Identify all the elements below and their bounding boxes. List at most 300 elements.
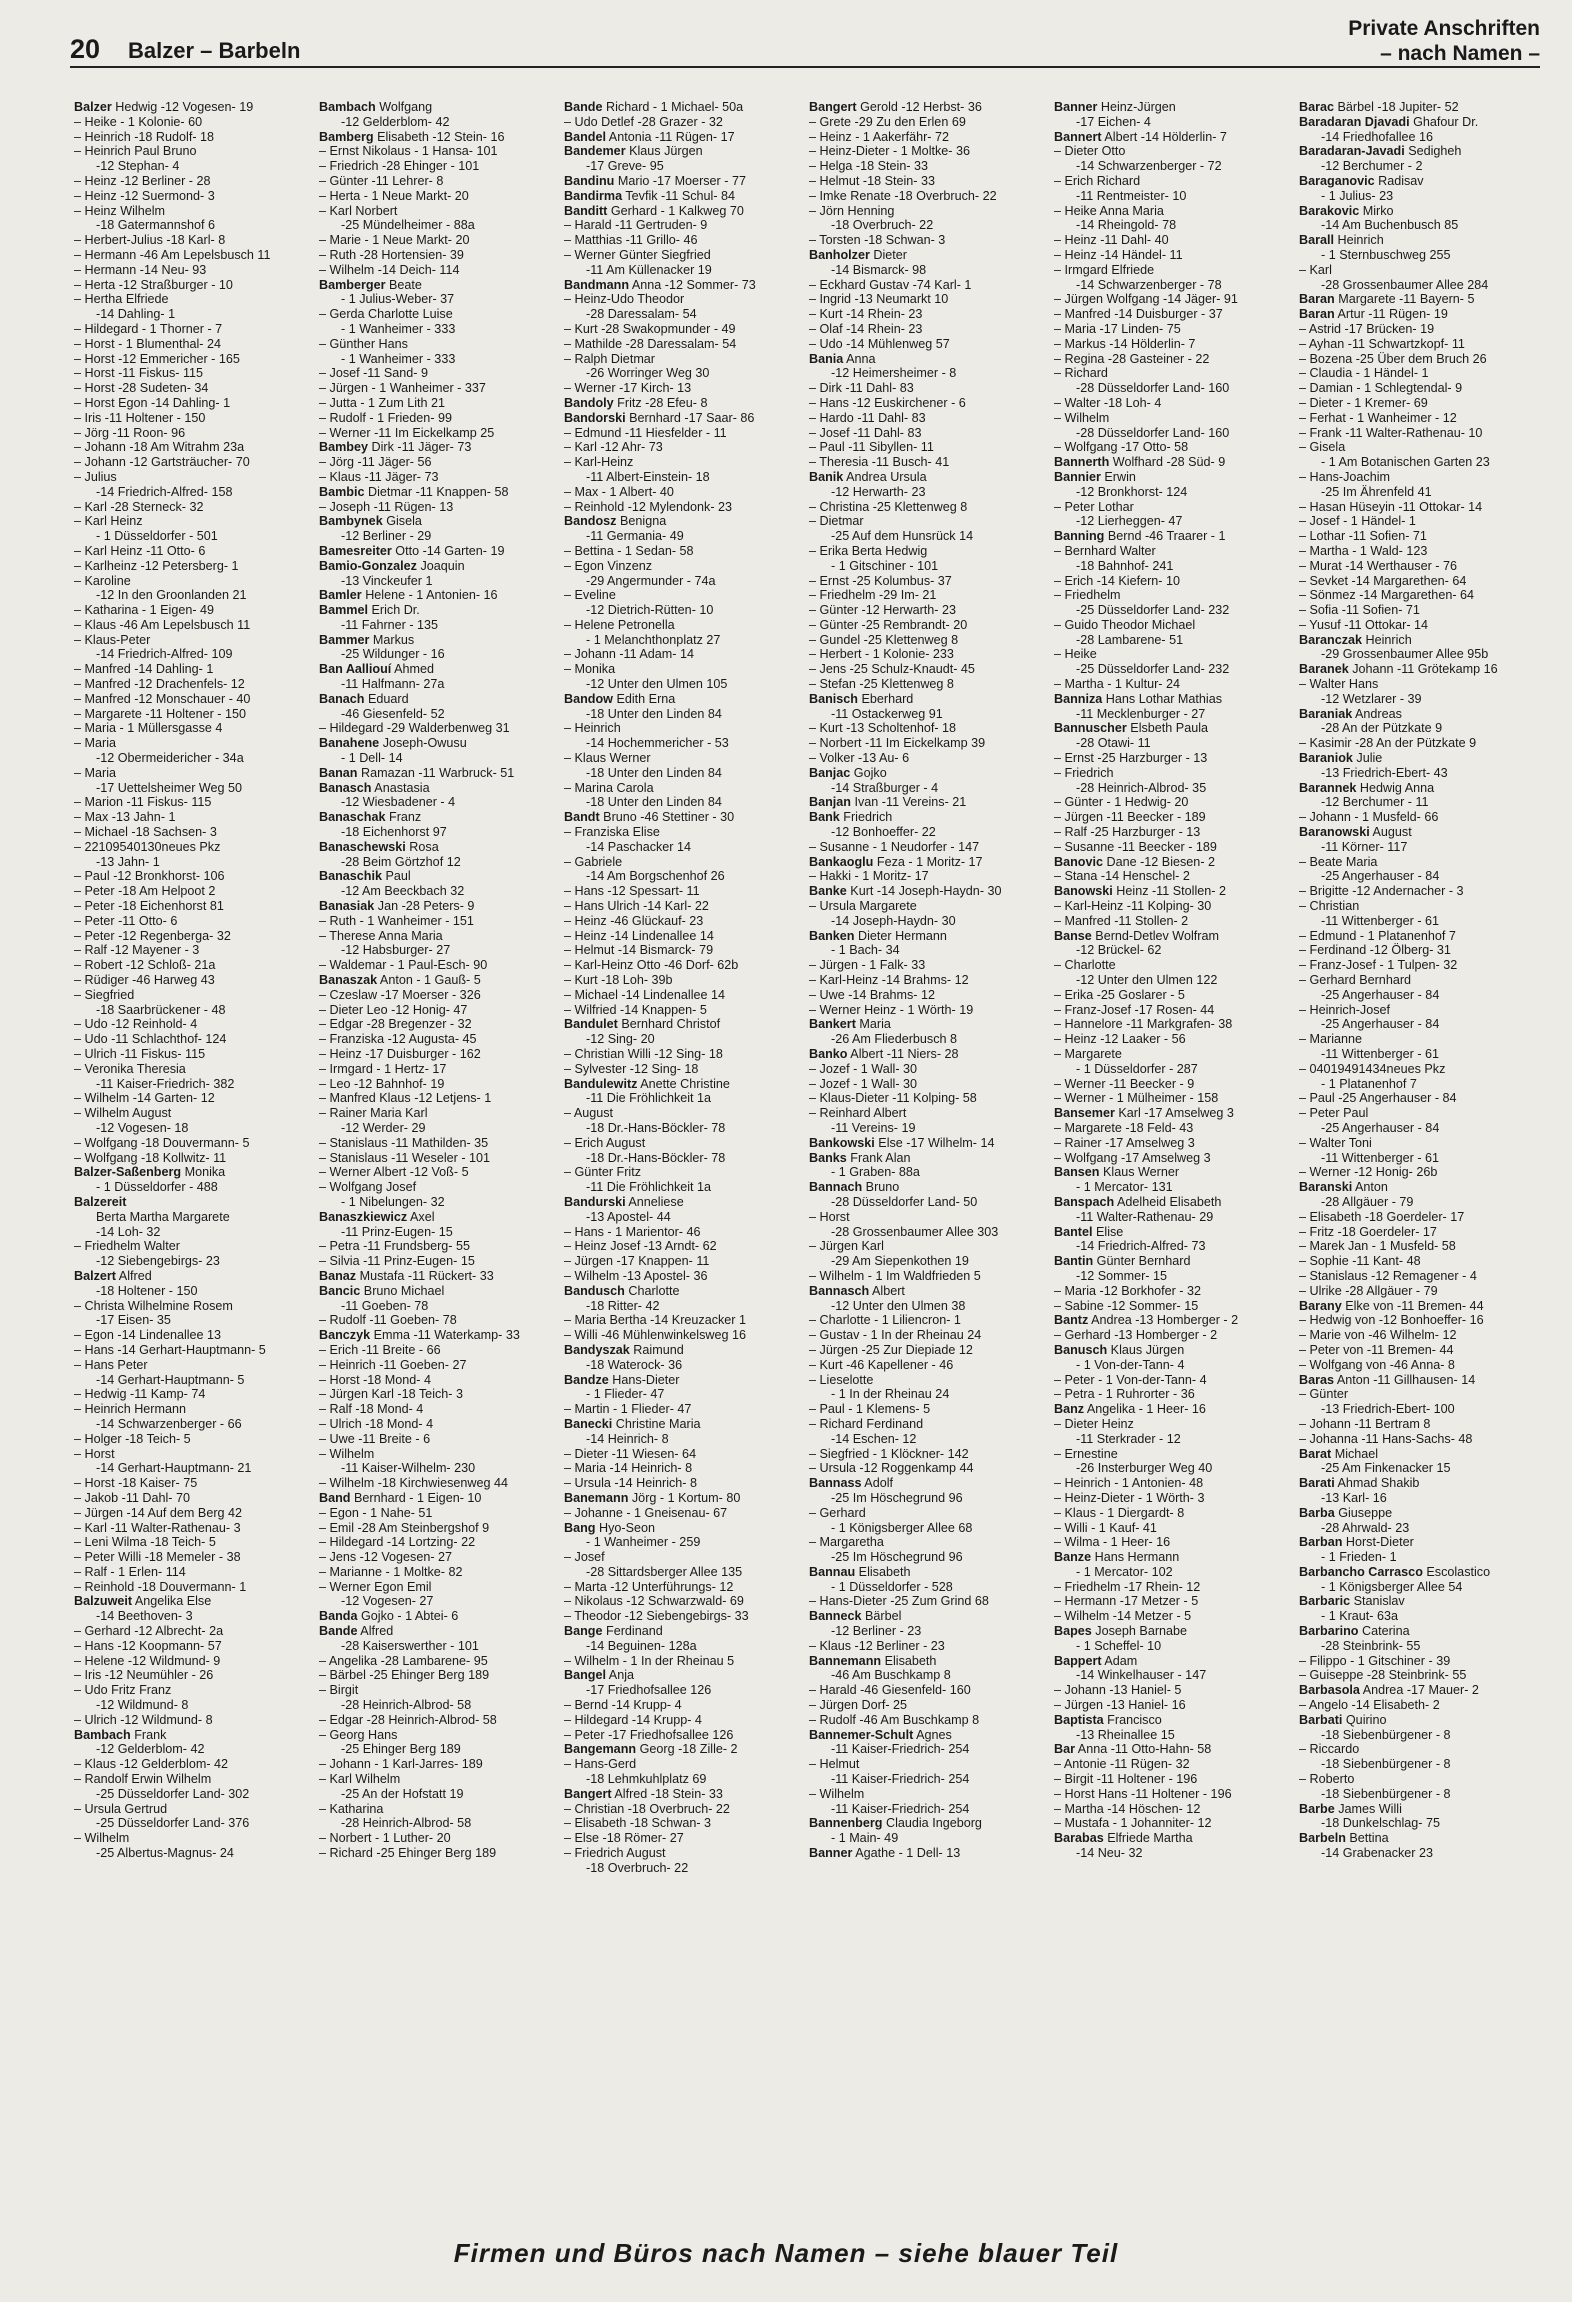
- directory-entry: – Karoline: [74, 574, 317, 589]
- directory-entry: Banko Albert -11 Niers- 28: [809, 1047, 959, 1061]
- directory-entry: – Horst: [809, 1210, 1052, 1225]
- directory-entry: – Damian - 1 Schlegtendal- 9: [1299, 381, 1542, 396]
- entry-surname: Bansemer: [1054, 1106, 1115, 1121]
- directory-entry: – Reinhold -18 Douvermann- 1: [74, 1580, 317, 1595]
- directory-entry: – Hans -14 Gerhart-Hauptmann- 5: [74, 1343, 317, 1358]
- directory-entry: – Karl-Heinz -11 Kolping- 30: [1054, 899, 1297, 914]
- directory-entry: Banz Angelika - 1 Heer- 16: [1054, 1402, 1206, 1417]
- directory-entry: Banusch Klaus Jürgen: [1054, 1342, 1185, 1357]
- directory-entry: – Günter -12 Herwarth- 23: [809, 603, 1052, 618]
- directory-entry: Banspach Adelheid Elisabeth: [1054, 1194, 1222, 1209]
- directory-entry: – Klaus -46 Am Lepelsbusch 11: [74, 618, 317, 633]
- entry-surname: Bande: [564, 100, 603, 114]
- directory-entry: – Karl: [1299, 263, 1542, 278]
- directory-entry: – Johann - 1 Karl-Jarres- 189: [319, 1757, 562, 1772]
- directory-entry: Bandurski Anneliese: [564, 1194, 684, 1209]
- directory-entry: – Horst -11 Fiskus- 115: [74, 366, 317, 381]
- directory-entry: -25 Mündelheimer - 88a: [341, 218, 475, 233]
- directory-entry: – Wilhelm -14 Metzer - 5: [1054, 1609, 1297, 1624]
- directory-entry: Banda Gojko - 1 Abtei- 6: [319, 1609, 459, 1624]
- entry-surname: Barban: [1299, 1535, 1343, 1550]
- directory-entry: -28 Otawi- 11: [1076, 736, 1151, 751]
- entry-surname: Barati: [1299, 1476, 1335, 1491]
- directory-entry: – Erika -25 Goslarer - 5: [1054, 988, 1297, 1003]
- directory-entry: – Iris -12 Neumühler - 26: [74, 1668, 317, 1683]
- directory-entry: – Horst: [74, 1447, 317, 1462]
- directory-entry: Banning Bernd -46 Traarer - 1: [1054, 529, 1226, 544]
- entry-surname: Banse: [1054, 928, 1092, 943]
- directory-entry: Balzuweit Angelika Else: [74, 1594, 212, 1609]
- directory-entry: Bamberger Beate: [319, 277, 422, 292]
- directory-column-4: [809, 100, 1052, 2220]
- directory-entry: -14 Gerhart-Hauptmann- 21: [96, 1461, 252, 1476]
- directory-entry: – Gerhard: [809, 1506, 1052, 1521]
- entry-surname: Barbasola: [1299, 1683, 1360, 1698]
- directory-entry: – Heinz -14 Lindenallee 14: [564, 929, 807, 944]
- directory-entry: - 1 Wanheimer - 259: [586, 1535, 701, 1550]
- entry-surname: Baranski: [1299, 1180, 1353, 1195]
- directory-entry: – Sofia -11 Sofien- 71: [1299, 603, 1542, 618]
- directory-entry: – Olaf -14 Rhein- 23: [809, 322, 1052, 337]
- directory-entry: – Marina Carola: [564, 781, 807, 796]
- directory-entry: – Karl -11 Walter-Rathenau- 3: [74, 1521, 317, 1536]
- directory-entry: – Heinz -46 Glückauf- 23: [564, 914, 807, 929]
- directory-entry: - 1 Sternbuschweg 255: [1321, 247, 1451, 262]
- directory-entry: – Ruth -28 Hortensien- 39: [319, 248, 562, 263]
- directory-entry: -28 Daressalam- 54: [586, 307, 697, 322]
- directory-entry: – Günter Fritz: [564, 1165, 807, 1180]
- entry-surname: Banken: [809, 928, 855, 943]
- directory-entry: – Martha -14 Höschen- 12: [1054, 1802, 1297, 1817]
- directory-entry: – Heinrich: [564, 721, 807, 736]
- directory-entry: – Karl-Heinz -14 Brahms- 12: [809, 973, 1052, 988]
- directory-entry: Bang Hyo-Seon: [564, 1520, 655, 1535]
- directory-entry: Banovic Dane -12 Biesen- 2: [1054, 854, 1216, 869]
- directory-entry: – Ernst -25 Kolumbus- 37: [809, 574, 1052, 589]
- directory-entry: – Bettina - 1 Sedan- 58: [564, 544, 807, 559]
- directory-entry: – Franziska -12 Augusta- 45: [319, 1032, 562, 1047]
- directory-entry: – Marta -12 Unterführungs- 12: [564, 1580, 807, 1595]
- directory-entry: – Heinz-Udo Theodor: [564, 292, 807, 307]
- directory-entry: – Manfred Klaus -12 Letjens- 1: [319, 1091, 562, 1106]
- entry-surname: Bange: [564, 1624, 603, 1639]
- directory-entry: – Ernst -25 Harzburger - 13: [1054, 751, 1297, 766]
- directory-entry: -11 Prinz-Eugen- 15: [341, 1224, 453, 1239]
- directory-entry: – Ulrich -11 Fiskus- 115: [74, 1047, 317, 1062]
- directory-entry: – Jürgen Karl: [809, 1239, 1052, 1254]
- directory-entry: – Klaus - 1 Diergardt- 8: [1054, 1506, 1297, 1521]
- entry-surname: Bandmann: [564, 277, 630, 292]
- entry-surname: Baranek: [1299, 662, 1349, 677]
- directory-entry: – Hans -12 Spessart- 11: [564, 884, 807, 899]
- directory-entry: – Maria -17 Linden- 75: [1054, 322, 1297, 337]
- page-title: Balzer – Barbeln: [128, 38, 301, 63]
- directory-entry: -12 Bronkhorst- 124: [1076, 484, 1188, 499]
- directory-entry: – Regina -28 Gasteiner - 22: [1054, 352, 1297, 367]
- directory-entry: – Jürgen Dorf- 25: [809, 1698, 1052, 1713]
- directory-entry: – Marie - 1 Neue Markt- 20: [319, 233, 562, 248]
- entry-surname: Banz: [1054, 1402, 1085, 1417]
- directory-entry: – Günter: [1299, 1387, 1542, 1402]
- directory-entry: -18 Lehmkuhlplatz 69: [586, 1772, 707, 1787]
- directory-entry: -25 Am Finkenacker 15: [1321, 1461, 1451, 1476]
- directory-entry: – Waldemar - 1 Paul-Esch- 90: [319, 958, 562, 973]
- directory-entry: – Maria Bertha -14 Kreuzacker 1: [564, 1313, 807, 1328]
- directory-entry: – Hildegard -14 Lortzing- 22: [319, 1535, 562, 1550]
- directory-entry: – Maria - 1 Müllersgasse 4: [74, 721, 317, 736]
- directory-entry: -28 Grossenbaumer Allee 284: [1321, 277, 1489, 292]
- directory-entry: – Heinz -12 Suermond- 3: [74, 189, 317, 204]
- directory-entry: Banaschak Franz: [319, 810, 422, 825]
- directory-entry: Barall Heinrich: [1299, 233, 1384, 248]
- directory-entry: -12 Berchumer - 2: [1321, 159, 1423, 174]
- directory-entry: – Franziska Elise: [564, 825, 807, 840]
- entry-surname: Bambach: [319, 100, 376, 114]
- entry-surname: Banspach: [1054, 1194, 1115, 1209]
- directory-entry: – Wolfgang -17 Otto- 58: [1054, 440, 1297, 455]
- directory-entry: Barat Michael: [1299, 1446, 1379, 1461]
- entry-surname: Bande: [319, 1624, 358, 1639]
- directory-entry: – Martha - 1 Wald- 123: [1299, 544, 1542, 559]
- directory-entry: – Friedhelm: [1054, 588, 1297, 603]
- entry-surname: Bambey: [319, 440, 368, 455]
- entry-surname: Bangemann: [564, 1742, 637, 1757]
- directory-entry: – Jürgen - 1 Wanheimer - 337: [319, 381, 562, 396]
- directory-entry: – Max -13 Jahn- 1: [74, 810, 317, 825]
- directory-entry: Barbarino Caterina: [1299, 1624, 1410, 1639]
- directory-entry: -12 Vogesen- 27: [341, 1594, 434, 1609]
- header-rule: [70, 66, 1540, 68]
- directory-entry: -46 Giesenfeld- 52: [341, 706, 445, 721]
- directory-entry: -28 Düsseldorfer Land- 160: [1076, 381, 1230, 396]
- directory-entry: – Bernhard Walter: [1054, 544, 1297, 559]
- directory-entry: -14 Am Buchenbusch 85: [1321, 218, 1459, 233]
- directory-entry: – Monika: [564, 662, 807, 677]
- directory-entry: -28 Steinbrink- 55: [1321, 1638, 1421, 1653]
- entry-surname: Bambach: [74, 1727, 131, 1742]
- directory-entry: Bandulewitz Anette Christine: [564, 1076, 730, 1091]
- directory-entry: -14 Straßburger - 4: [831, 780, 939, 795]
- directory-entry: -28 Kaiserswerther - 101: [341, 1638, 479, 1653]
- directory-entry: Barba Giuseppe: [1299, 1505, 1393, 1520]
- directory-entry: -14 Loh- 32: [96, 1224, 161, 1239]
- directory-entry: – Rainer -17 Amselweg 3: [1054, 1136, 1297, 1151]
- directory-entry: – Heinrich Paul Bruno: [74, 144, 317, 159]
- directory-entry: -25 Im Ährenfeld 41: [1321, 484, 1432, 499]
- directory-entry: – Werner Heinz - 1 Wörth- 19: [809, 1003, 1052, 1018]
- directory-entry: – Heinz Wilhelm: [74, 204, 317, 219]
- entry-surname: Banusch: [1054, 1342, 1108, 1357]
- directory-entry: Bantel Elise: [1054, 1224, 1124, 1239]
- directory-entry: – Heinz -17 Duisburger - 162: [319, 1047, 562, 1062]
- directory-entry: – Wolfgang -17 Amselweg 3: [1054, 1151, 1297, 1166]
- entry-surname: Bamberg: [319, 129, 374, 144]
- directory-entry: -11 Vereins- 19: [831, 1120, 916, 1135]
- entry-surname: Bamler: [319, 588, 362, 603]
- directory-entry: -12 Unter den Ulmen 38: [831, 1298, 966, 1313]
- directory-entry: – Walter Toni: [1299, 1136, 1542, 1151]
- directory-entry: – Peter Paul: [1299, 1106, 1542, 1121]
- directory-entry: – Stefan -25 Klettenweg 8: [809, 677, 1052, 692]
- directory-entry: Bancic Bruno Michael: [319, 1283, 445, 1298]
- directory-entry: – Sabine -12 Sommer- 15: [1054, 1299, 1297, 1314]
- directory-entry: Bandulet Bernhard Christof: [564, 1017, 721, 1032]
- entry-surname: Bantin: [1054, 1254, 1094, 1269]
- directory-entry: Banik Andrea Ursula: [809, 469, 927, 484]
- directory-entry: – Horst -18 Kaiser- 75: [74, 1476, 317, 1491]
- entry-surname: Banczyk: [319, 1328, 371, 1343]
- directory-entry: – Dieter Leo -12 Honig- 47: [319, 1003, 562, 1018]
- directory-entry: – Peter -18 Am Helpoot 2: [74, 884, 317, 899]
- directory-entry: – Claudia - 1 Händel- 1: [1299, 366, 1542, 381]
- entry-surname: Banaschewski: [319, 839, 406, 854]
- directory-entry: – Fritz -18 Goerdeler- 17: [1299, 1225, 1542, 1240]
- directory-entry: Banczyk Emma -11 Waterkamp- 33: [319, 1328, 520, 1343]
- directory-entry: -14 Joseph-Haydn- 30: [831, 913, 956, 928]
- directory-entry: -17 Eichen- 4: [1076, 114, 1151, 129]
- directory-entry: – Theodor -12 Siebengebirgs- 33: [564, 1609, 807, 1624]
- directory-entry: – Paul -12 Bronkhorst- 106: [74, 869, 317, 884]
- entry-surname: Bandurski: [564, 1194, 626, 1209]
- directory-entry: Bangel Anja: [564, 1668, 635, 1683]
- entry-surname: Barbe: [1299, 1801, 1335, 1816]
- directory-entry: – Margarete -18 Feld- 43: [1054, 1121, 1297, 1136]
- directory-entry: Bambey Dirk -11 Jäger- 73: [319, 440, 472, 455]
- directory-entry: – Eveline: [564, 588, 807, 603]
- directory-entry: -12 Obermeidericher - 34a: [96, 751, 244, 766]
- directory-entry: – Wilhelm - 1 In der Rheinau 5: [564, 1654, 807, 1669]
- directory-entry: - 1 Wanheimer - 333: [341, 321, 456, 336]
- directory-entry: – Hedwig von -12 Bonhoeffer- 16: [1299, 1313, 1542, 1328]
- directory-entry: – Günter -11 Lehrer- 8: [319, 174, 562, 189]
- directory-entry: – Maria -14 Heinrich- 8: [564, 1461, 807, 1476]
- directory-entry: – Jutta - 1 Zum Lith 21: [319, 396, 562, 411]
- directory-entry: – Gundel -25 Klettenweg 8: [809, 633, 1052, 648]
- entry-surname: Baradaran Djavadi: [1299, 114, 1410, 129]
- directory-entry: – Manfred -12 Monschauer - 40: [74, 692, 317, 707]
- directory-entry: -11 Sterkrader - 12: [1076, 1431, 1181, 1446]
- directory-entry: – Horst - 1 Blumenthal- 24: [74, 337, 317, 352]
- entry-surname: Bannemer-Schult: [809, 1727, 914, 1742]
- directory-entry: -29 Angermunder - 74a: [586, 573, 716, 588]
- directory-entry: – Imke Renate -18 Overbruch- 22: [809, 189, 1052, 204]
- entry-surname: Baraniak: [1299, 706, 1353, 721]
- directory-entry: – Wolfgang Josef: [319, 1180, 562, 1195]
- directory-entry: -12 In den Groonlanden 21: [96, 588, 247, 603]
- directory-entry: -11 Kaiser-Wilhelm- 230: [341, 1461, 476, 1476]
- directory-entry: Bandel Antonia -11 Rügen- 17: [564, 129, 735, 144]
- directory-entry: – Klaus-Dieter -11 Kolping- 58: [809, 1091, 1052, 1106]
- directory-entry: – Christian Willi -12 Sing- 18: [564, 1047, 807, 1062]
- directory-entry: -18 Siebenbürgener - 8: [1321, 1757, 1451, 1772]
- entry-surname: Banovic: [1054, 854, 1103, 869]
- directory-entry: – Peter - 1 Von-der-Tann- 4: [1054, 1373, 1297, 1388]
- directory-entry: Bank Friedrich: [809, 810, 893, 825]
- directory-entry: -14 Schwarzenberger - 72: [1076, 159, 1222, 174]
- directory-entry: – Peter Lothar: [1054, 500, 1297, 515]
- directory-entry: – Ferdinand -12 Ölberg- 31: [1299, 943, 1542, 958]
- directory-entry: Bantz Andrea -13 Homberger - 2: [1054, 1313, 1239, 1328]
- entry-surname: Bamio-Gonzalez: [319, 558, 417, 573]
- directory-entry: – Ayhan -11 Schwartzkopf- 11: [1299, 337, 1542, 352]
- directory-entry: -14 Beguinen- 128a: [586, 1638, 697, 1653]
- entry-surname: Banneck: [809, 1609, 862, 1624]
- directory-entry: Barakovic Mirko: [1299, 203, 1394, 218]
- directory-entry: – Friedrich August: [564, 1846, 807, 1861]
- directory-entry: - 1 Julius-Weber- 37: [341, 292, 455, 307]
- entry-surname: Bapes: [1054, 1624, 1092, 1639]
- directory-entry: – Dieter - 1 Kremer- 69: [1299, 396, 1542, 411]
- directory-entry: Baranczak Heinrich: [1299, 632, 1412, 647]
- directory-entry: Banasiak Jan -28 Peters- 9: [319, 899, 475, 914]
- directory-entry: -13 Karl- 16: [1321, 1490, 1387, 1505]
- directory-entry: Banaschewski Rosa: [319, 839, 439, 854]
- directory-entry: -14 Grabenacker 23: [1321, 1846, 1434, 1861]
- directory-entry: - 1 Königsberger Allee 68: [831, 1520, 973, 1535]
- directory-entry: Banaszak Anton - 1 Gauß- 5: [319, 973, 481, 988]
- directory-entry: – Paul - 1 Klemens- 5: [809, 1402, 1052, 1417]
- directory-entry: -11 Kaiser-Friedrich- 254: [831, 1772, 970, 1787]
- directory-entry: – Michael -18 Sachsen- 3: [74, 825, 317, 840]
- entry-surname: Barbancho Carrasco: [1299, 1564, 1423, 1579]
- entry-surname: Banaz: [319, 1268, 357, 1283]
- entry-surname: Banholzer: [809, 247, 870, 262]
- directory-entry: – Charlotte - 1 Liliencron- 1: [809, 1313, 1052, 1328]
- directory-entry: – Volker -13 Au- 6: [809, 751, 1052, 766]
- directory-entry: – Robert -12 Schloß- 21a: [74, 958, 317, 973]
- directory-entry: -11 Germania- 49: [586, 529, 684, 544]
- entry-surname: Balzer-Saßenberg: [74, 1165, 182, 1180]
- directory-entry: – Heinrich-Josef: [1299, 1003, 1542, 1018]
- directory-entry: -18 Siebenbürgener - 8: [1321, 1727, 1451, 1742]
- entry-surname: Balzer: [74, 100, 112, 114]
- directory-entry: – Klaus Werner: [564, 751, 807, 766]
- directory-entry: -13 Friedrich-Ebert- 100: [1321, 1402, 1455, 1417]
- entry-surname: Baptista: [1054, 1712, 1104, 1727]
- directory-entry: – Edgar -28 Bregenzer - 32: [319, 1017, 562, 1032]
- directory-entry: Baran Margarete -11 Bayern- 5: [1299, 292, 1475, 307]
- directory-entry: – Jürgen Wolfgang -14 Jäger- 91: [1054, 292, 1297, 307]
- entry-surname: Bangert: [809, 100, 857, 114]
- directory-entry: - 1 Gitschiner - 101: [831, 558, 939, 573]
- directory-entry: – Filippo - 1 Gitschiner - 39: [1299, 1654, 1542, 1669]
- entry-surname: Bannuscher: [1054, 721, 1127, 736]
- directory-entry: Bambach Frank: [74, 1727, 167, 1742]
- directory-entry: - 1 Bach- 34: [831, 943, 900, 958]
- directory-entry: – Reinhard Albert: [809, 1106, 1052, 1121]
- directory-entry: – Angelo -14 Elisabeth- 2: [1299, 1698, 1542, 1713]
- entry-surname: Barac: [1299, 100, 1335, 114]
- directory-entry: -12 Wildmund- 8: [96, 1698, 189, 1713]
- directory-entry: Bange Ferdinand: [564, 1624, 663, 1639]
- directory-entry: – Udo -14 Mühlenweg 57: [809, 337, 1052, 352]
- entry-surname: Bar: [1054, 1742, 1075, 1757]
- directory-entry: – Else -18 Römer- 27: [564, 1831, 807, 1846]
- directory-entry: – Wilhelm: [809, 1787, 1052, 1802]
- directory-entry: – Maria: [74, 736, 317, 751]
- directory-entry: -14 Winkelhauser - 147: [1076, 1668, 1207, 1683]
- directory-entry: Banniza Hans Lothar Mathias: [1054, 691, 1222, 706]
- directory-entry: – Josef - 1 Händel- 1: [1299, 514, 1542, 529]
- directory-entry: – Max - 1 Albert- 40: [564, 485, 807, 500]
- directory-entry: Barac Bärbel -18 Jupiter- 52: [1299, 100, 1459, 114]
- directory-entry: – Bärbel -25 Ehinger Berg 189: [319, 1668, 562, 1683]
- directory-entry: -14 Eschen- 12: [831, 1431, 917, 1446]
- entry-surname: Barakovic: [1299, 203, 1360, 218]
- directory-entry: – Ernst Nikolaus - 1 Hansa- 101: [319, 144, 562, 159]
- entry-surname: Barany: [1299, 1298, 1342, 1313]
- directory-entry: – Hakki - 1 Moritz- 17: [809, 869, 1052, 884]
- directory-entry: Banner Agathe - 1 Dell- 13: [809, 1846, 961, 1861]
- directory-entry: - 1 Düsseldorfer - 501: [96, 529, 218, 544]
- directory-entry: -12 Wetzlarer - 39: [1321, 691, 1422, 706]
- entry-surname: Barbati: [1299, 1712, 1343, 1727]
- directory-entry: -25 Auf dem Hunsrück 14: [831, 529, 974, 544]
- directory-entry: -12 Siebengebirgs- 23: [96, 1254, 220, 1269]
- directory-entry: Baraniok Julie: [1299, 751, 1383, 766]
- directory-entry: – Rudolf - 1 Frieden- 99: [319, 411, 562, 426]
- directory-entry: -12 Vogesen- 18: [96, 1120, 189, 1135]
- entry-surname: Bappert: [1054, 1653, 1102, 1668]
- directory-entry: -18 Eichenhorst 97: [341, 825, 447, 840]
- directory-entry: – Susanne -11 Beecker - 189: [1054, 840, 1297, 855]
- directory-entry: -14 Heinrich- 8: [586, 1431, 669, 1446]
- directory-entry: – Dieter Otto: [1054, 144, 1297, 159]
- directory-entry: -25 Düsseldorfer Land- 302: [96, 1786, 250, 1801]
- directory-entry: – Grete -29 Zu den Erlen 69: [809, 115, 1052, 130]
- directory-entry: Bamio-Gonzalez Joaquin: [319, 558, 465, 573]
- entry-surname: Bannenberg: [809, 1816, 883, 1831]
- directory-entry: – Ursula Gertrud: [74, 1802, 317, 1817]
- entry-surname: Bannier: [1054, 469, 1101, 484]
- directory-entry: -25 Angerhauser - 84: [1321, 869, 1440, 884]
- entry-surname: Bamesreiter: [319, 543, 392, 558]
- directory-entry: – Stana -14 Henschel- 2: [1054, 869, 1297, 884]
- directory-entry: Bambynek Gisela: [319, 514, 422, 529]
- entry-surname: Barbarino: [1299, 1624, 1359, 1639]
- directory-entry: – Johann - 1 Musfeld- 66: [1299, 810, 1542, 825]
- directory-entry: -11 Kaiser-Friedrich- 254: [831, 1801, 970, 1816]
- directory-entry: – Mathilde -28 Daressalam- 54: [564, 337, 807, 352]
- entry-surname: Baran: [1299, 292, 1335, 307]
- entry-surname: Banning: [1054, 529, 1105, 544]
- directory-entry: Banemann Jörg - 1 Kortum- 80: [564, 1490, 741, 1505]
- directory-entry: -25 Im Höschegrund 96: [831, 1550, 963, 1565]
- directory-entry: – Rüdiger -46 Harweg 43: [74, 973, 317, 988]
- directory-entry: -14 Friedrich-Alfred- 73: [1076, 1239, 1206, 1254]
- directory-entry: Bannasch Albert: [809, 1283, 905, 1298]
- directory-entry: – Ralf -18 Mond- 4: [319, 1402, 562, 1417]
- directory-entry: Baranski Anton: [1299, 1180, 1388, 1195]
- entry-surname: Bantel: [1054, 1224, 1093, 1239]
- directory-entry: – Ulrike -28 Allgäuer - 79: [1299, 1284, 1542, 1299]
- directory-entry: – Sylvester -12 Sing- 18: [564, 1062, 807, 1077]
- directory-entry: – Horst -12 Emmericher - 165: [74, 352, 317, 367]
- directory-entry: – Leo -12 Bahnhof- 19: [319, 1077, 562, 1092]
- directory-entry: Banner Heinz-Jürgen: [1054, 100, 1176, 114]
- entry-surname: Bannert: [1054, 129, 1102, 144]
- directory-entry: Bar Anna -11 Otto-Hahn- 58: [1054, 1742, 1212, 1757]
- directory-entry: -12 Sing- 20: [586, 1032, 655, 1047]
- directory-entry: – Manfred -11 Stollen- 2: [1054, 914, 1297, 929]
- entry-surname: Barall: [1299, 233, 1335, 248]
- directory-entry: – Marianne: [1299, 1032, 1542, 1047]
- directory-entry: – Udo Detlef -28 Grazer - 32: [564, 115, 807, 130]
- directory-entry: -28 Düsseldorfer Land- 50: [831, 1194, 978, 1209]
- directory-entry: Barbaric Stanislav: [1299, 1594, 1405, 1609]
- entry-surname: Banze: [1054, 1550, 1092, 1565]
- directory-entry: -26 Am Fliederbusch 8: [831, 1032, 957, 1047]
